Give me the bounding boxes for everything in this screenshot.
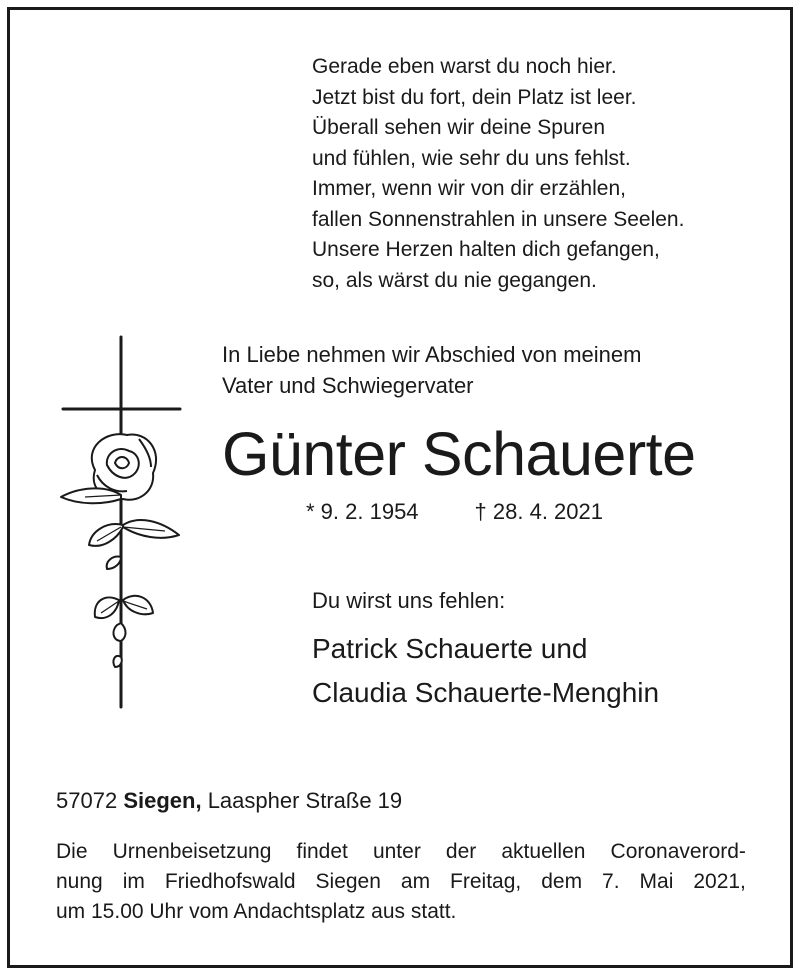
notice-word: Mai xyxy=(639,870,674,893)
burial-notice xyxy=(56,837,746,927)
notice-word: am xyxy=(400,870,431,893)
address xyxy=(56,786,402,816)
notice-line xyxy=(56,867,746,897)
notice-word: 2021, xyxy=(693,870,746,893)
notice-word: aktuellen xyxy=(501,840,586,863)
notice-word: unter xyxy=(372,840,421,863)
notice-word: Freitag, xyxy=(450,870,522,893)
intro-line: Vater und Schwiegervater xyxy=(222,373,474,398)
notice-line: um 15.00 Uhr vom Andachtsplatz aus statt. xyxy=(56,900,457,923)
farewell-intro xyxy=(222,339,641,401)
notice-word: Die xyxy=(56,840,88,863)
poem-line: Unsere Herzen halten dich gefangen, xyxy=(312,238,660,261)
deceased-name: Günter Schauerte xyxy=(222,420,696,488)
street: Laaspher Straße 19 xyxy=(207,788,403,813)
notice-word: Friedhofswald xyxy=(164,870,296,893)
mourners-heading: Du wirst uns fehlen: xyxy=(312,588,506,613)
mourner-name: Patrick Schauerte und xyxy=(312,633,588,664)
life-dates xyxy=(306,497,603,527)
mourners-list xyxy=(312,627,659,715)
poem-line: Jetzt bist du fort, dein Platz ist leer. xyxy=(312,85,637,109)
notice-word: Siegen xyxy=(315,870,381,893)
intro-line: In Liebe nehmen wir Abschied von meinem xyxy=(222,342,642,367)
poem-line: fallen Sonnenstrahlen in unsere Seelen. xyxy=(312,207,685,231)
notice-word: nung xyxy=(56,870,103,893)
poem-line: Immer, wenn wir von dir erzählen, xyxy=(312,177,626,200)
birth-date: * 9. 2. 1954 xyxy=(306,499,419,524)
notice-word: dem xyxy=(541,870,583,893)
postal-code: 57072 xyxy=(56,788,118,813)
poem-line: so, als wärst du nie gegangen. xyxy=(312,268,597,292)
notice-word: findet xyxy=(296,840,348,863)
city: Siegen, xyxy=(123,788,202,813)
notice-word: im xyxy=(122,870,145,893)
poem-line: und fühlen, wie sehr du uns fehlst. xyxy=(312,146,631,170)
mourner-name: Claudia Schauerte-Menghin xyxy=(312,677,660,708)
death-date: † 28. 4. 2021 xyxy=(474,499,603,524)
poem-line: Überall sehen wir deine Spuren xyxy=(312,116,606,139)
notice-line xyxy=(56,837,746,867)
cross-with-rose-icon xyxy=(55,335,190,710)
poem-line: Gerade eben warst du noch hier. xyxy=(312,55,617,78)
notice-word: 7. xyxy=(602,870,620,893)
notice-word: Coronaverord- xyxy=(610,840,746,863)
notice-word: Urnenbeisetzung xyxy=(112,840,272,863)
poem xyxy=(312,52,684,296)
notice-word: der xyxy=(445,840,477,863)
